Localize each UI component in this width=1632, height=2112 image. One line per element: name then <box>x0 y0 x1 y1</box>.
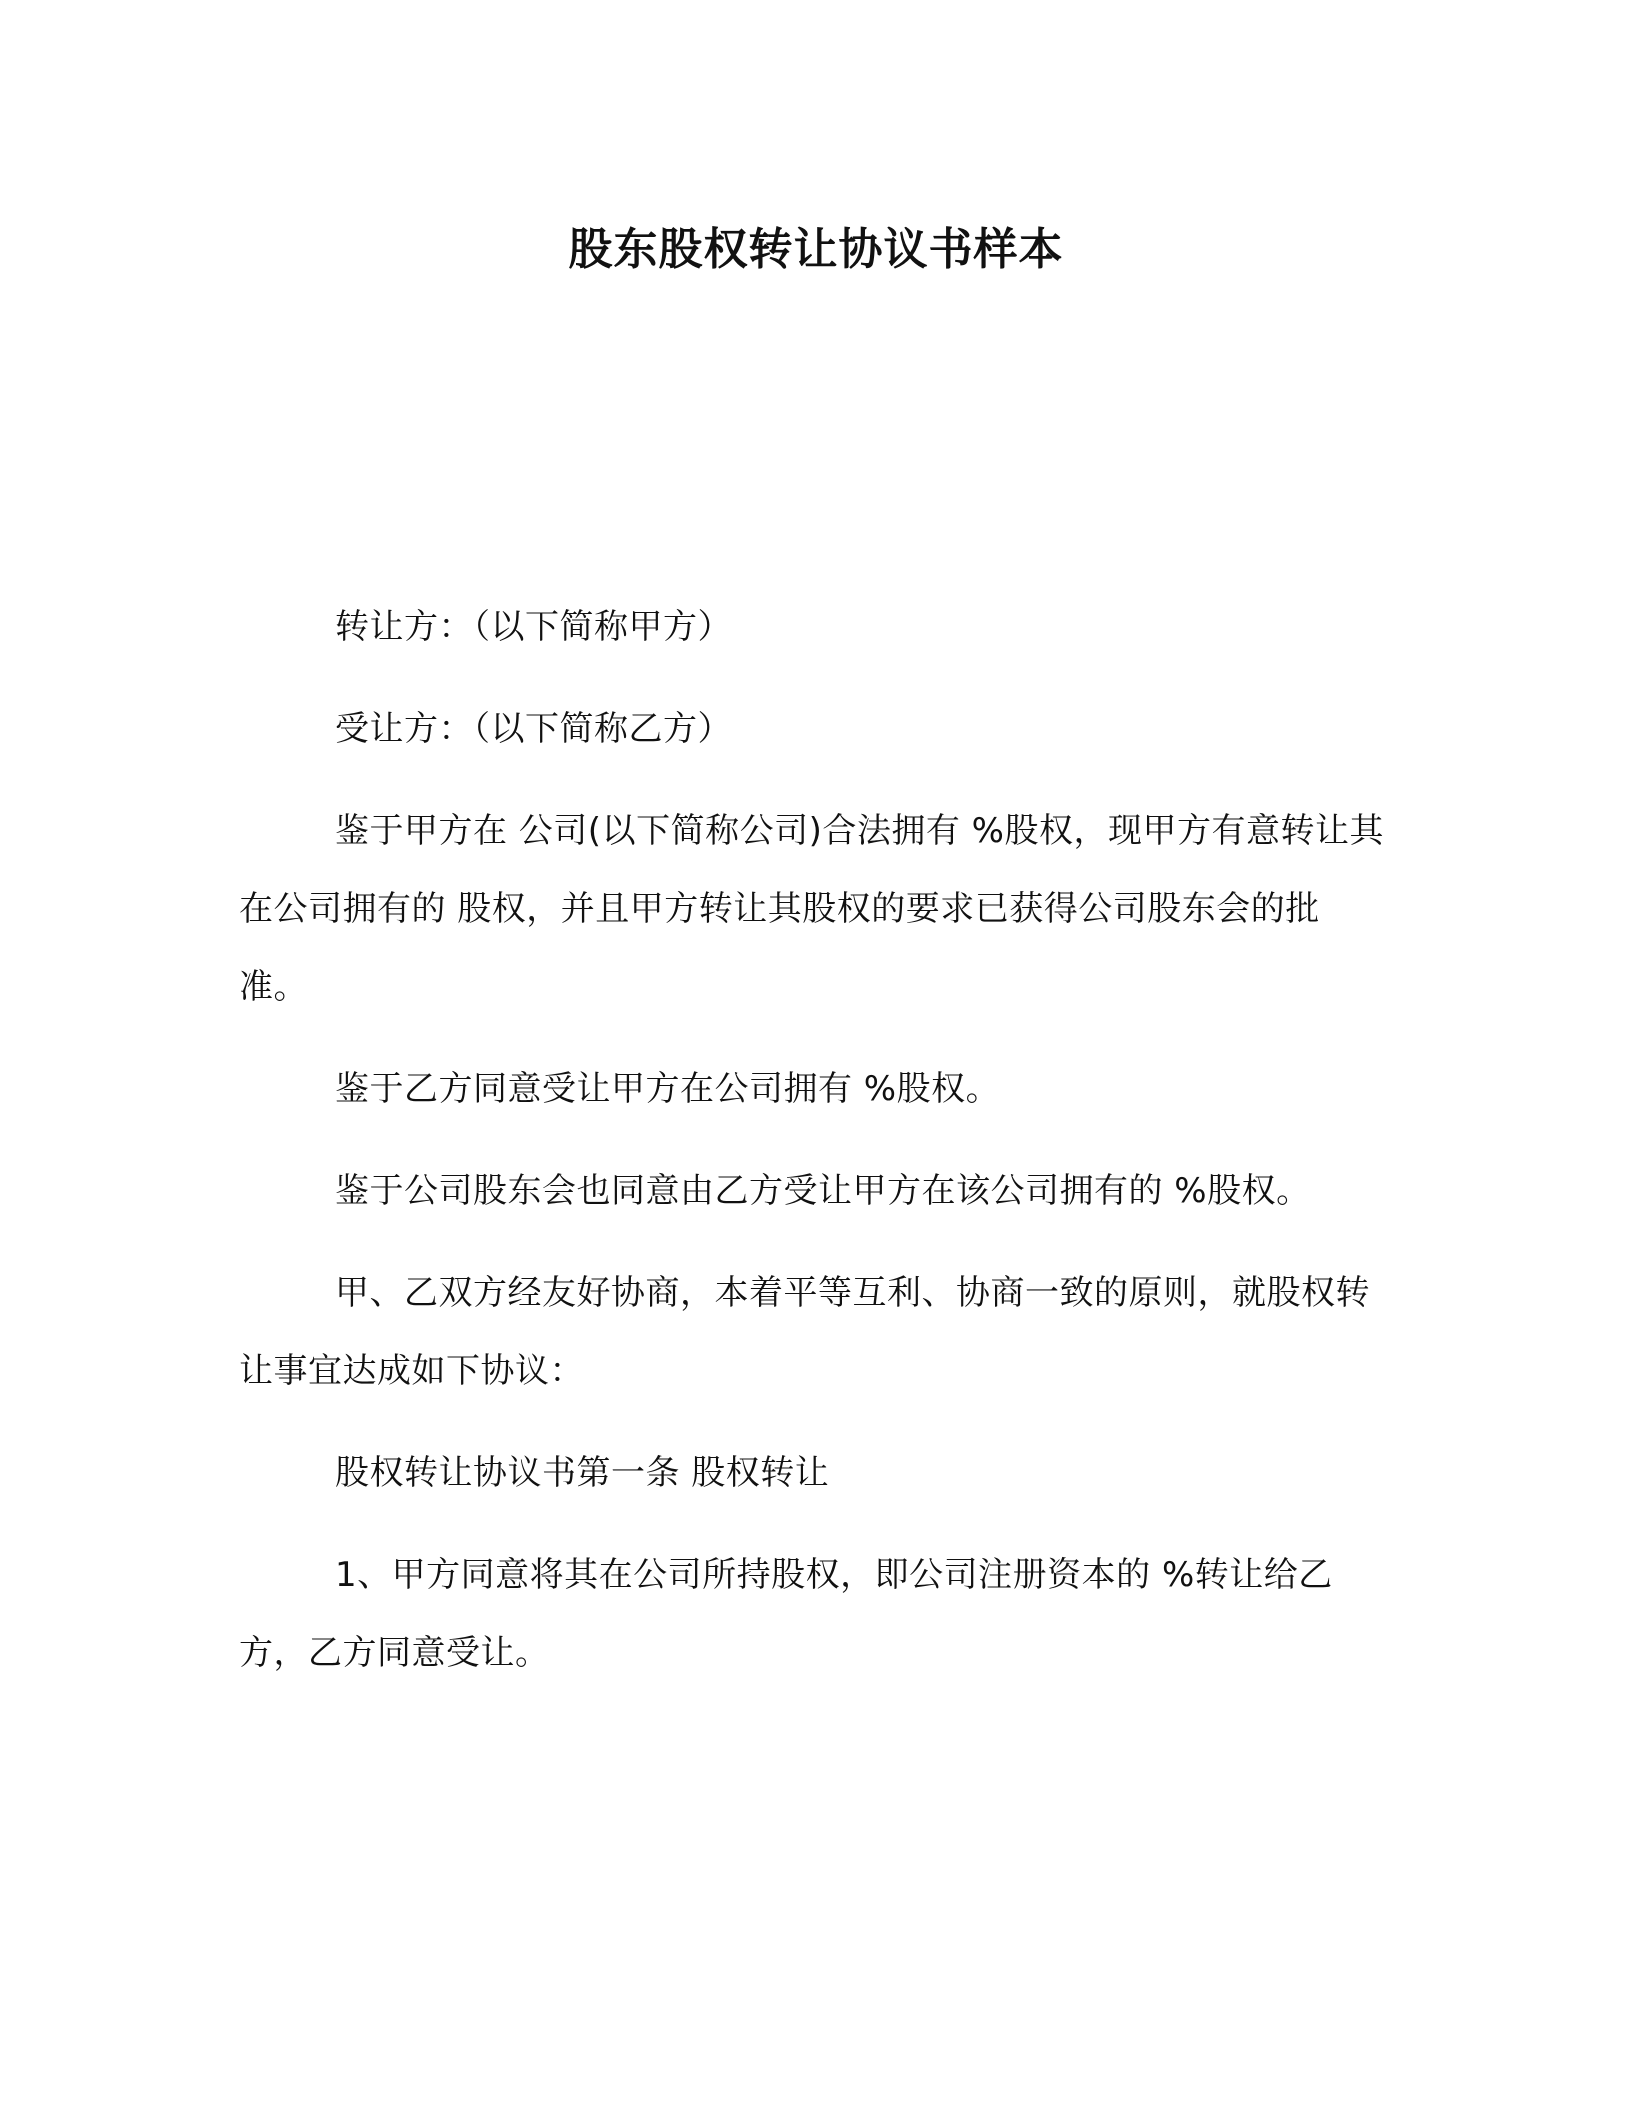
paragraph-whereas-party-b: 鉴于乙方同意受让甲方在公司拥有 %股权。 <box>335 1069 1001 1109</box>
paragraph-clause-1: 1、甲方同意将其在公司所持股权，即公司注册资本的 %转让给乙方，乙方同意受让。 <box>239 1555 1333 1673</box>
paragraph-transferee: 受让方：（以下简称乙方） <box>335 709 732 749</box>
paragraph-whereas-party-a: 鉴于甲方在 公司(以下简称公司)合法拥有 %股权，现甲方有意转让其在公司拥有的 股权，并且甲方转让其股权的要求已获得公司股东会的批准。 <box>239 811 1384 1007</box>
section-heading-article-1: 股权转让协议书第一条 股权转让 <box>335 1453 830 1493</box>
paragraph-whereas-shareholders: 鉴于公司股东会也同意由乙方受让甲方在该公司拥有的 %股权。 <box>335 1171 1311 1211</box>
document-body <box>239 588 1385 1716</box>
paragraph-transferor: 转让方：（以下简称甲方） <box>335 607 732 647</box>
document-title: 股东股权转让协议书样本 <box>568 224 1064 275</box>
paragraph-agreement-intro: 甲、乙双方经友好协商，本着平等互利、协商一致的原则，就股权转让事宜达成如下协议： <box>239 1273 1370 1391</box>
